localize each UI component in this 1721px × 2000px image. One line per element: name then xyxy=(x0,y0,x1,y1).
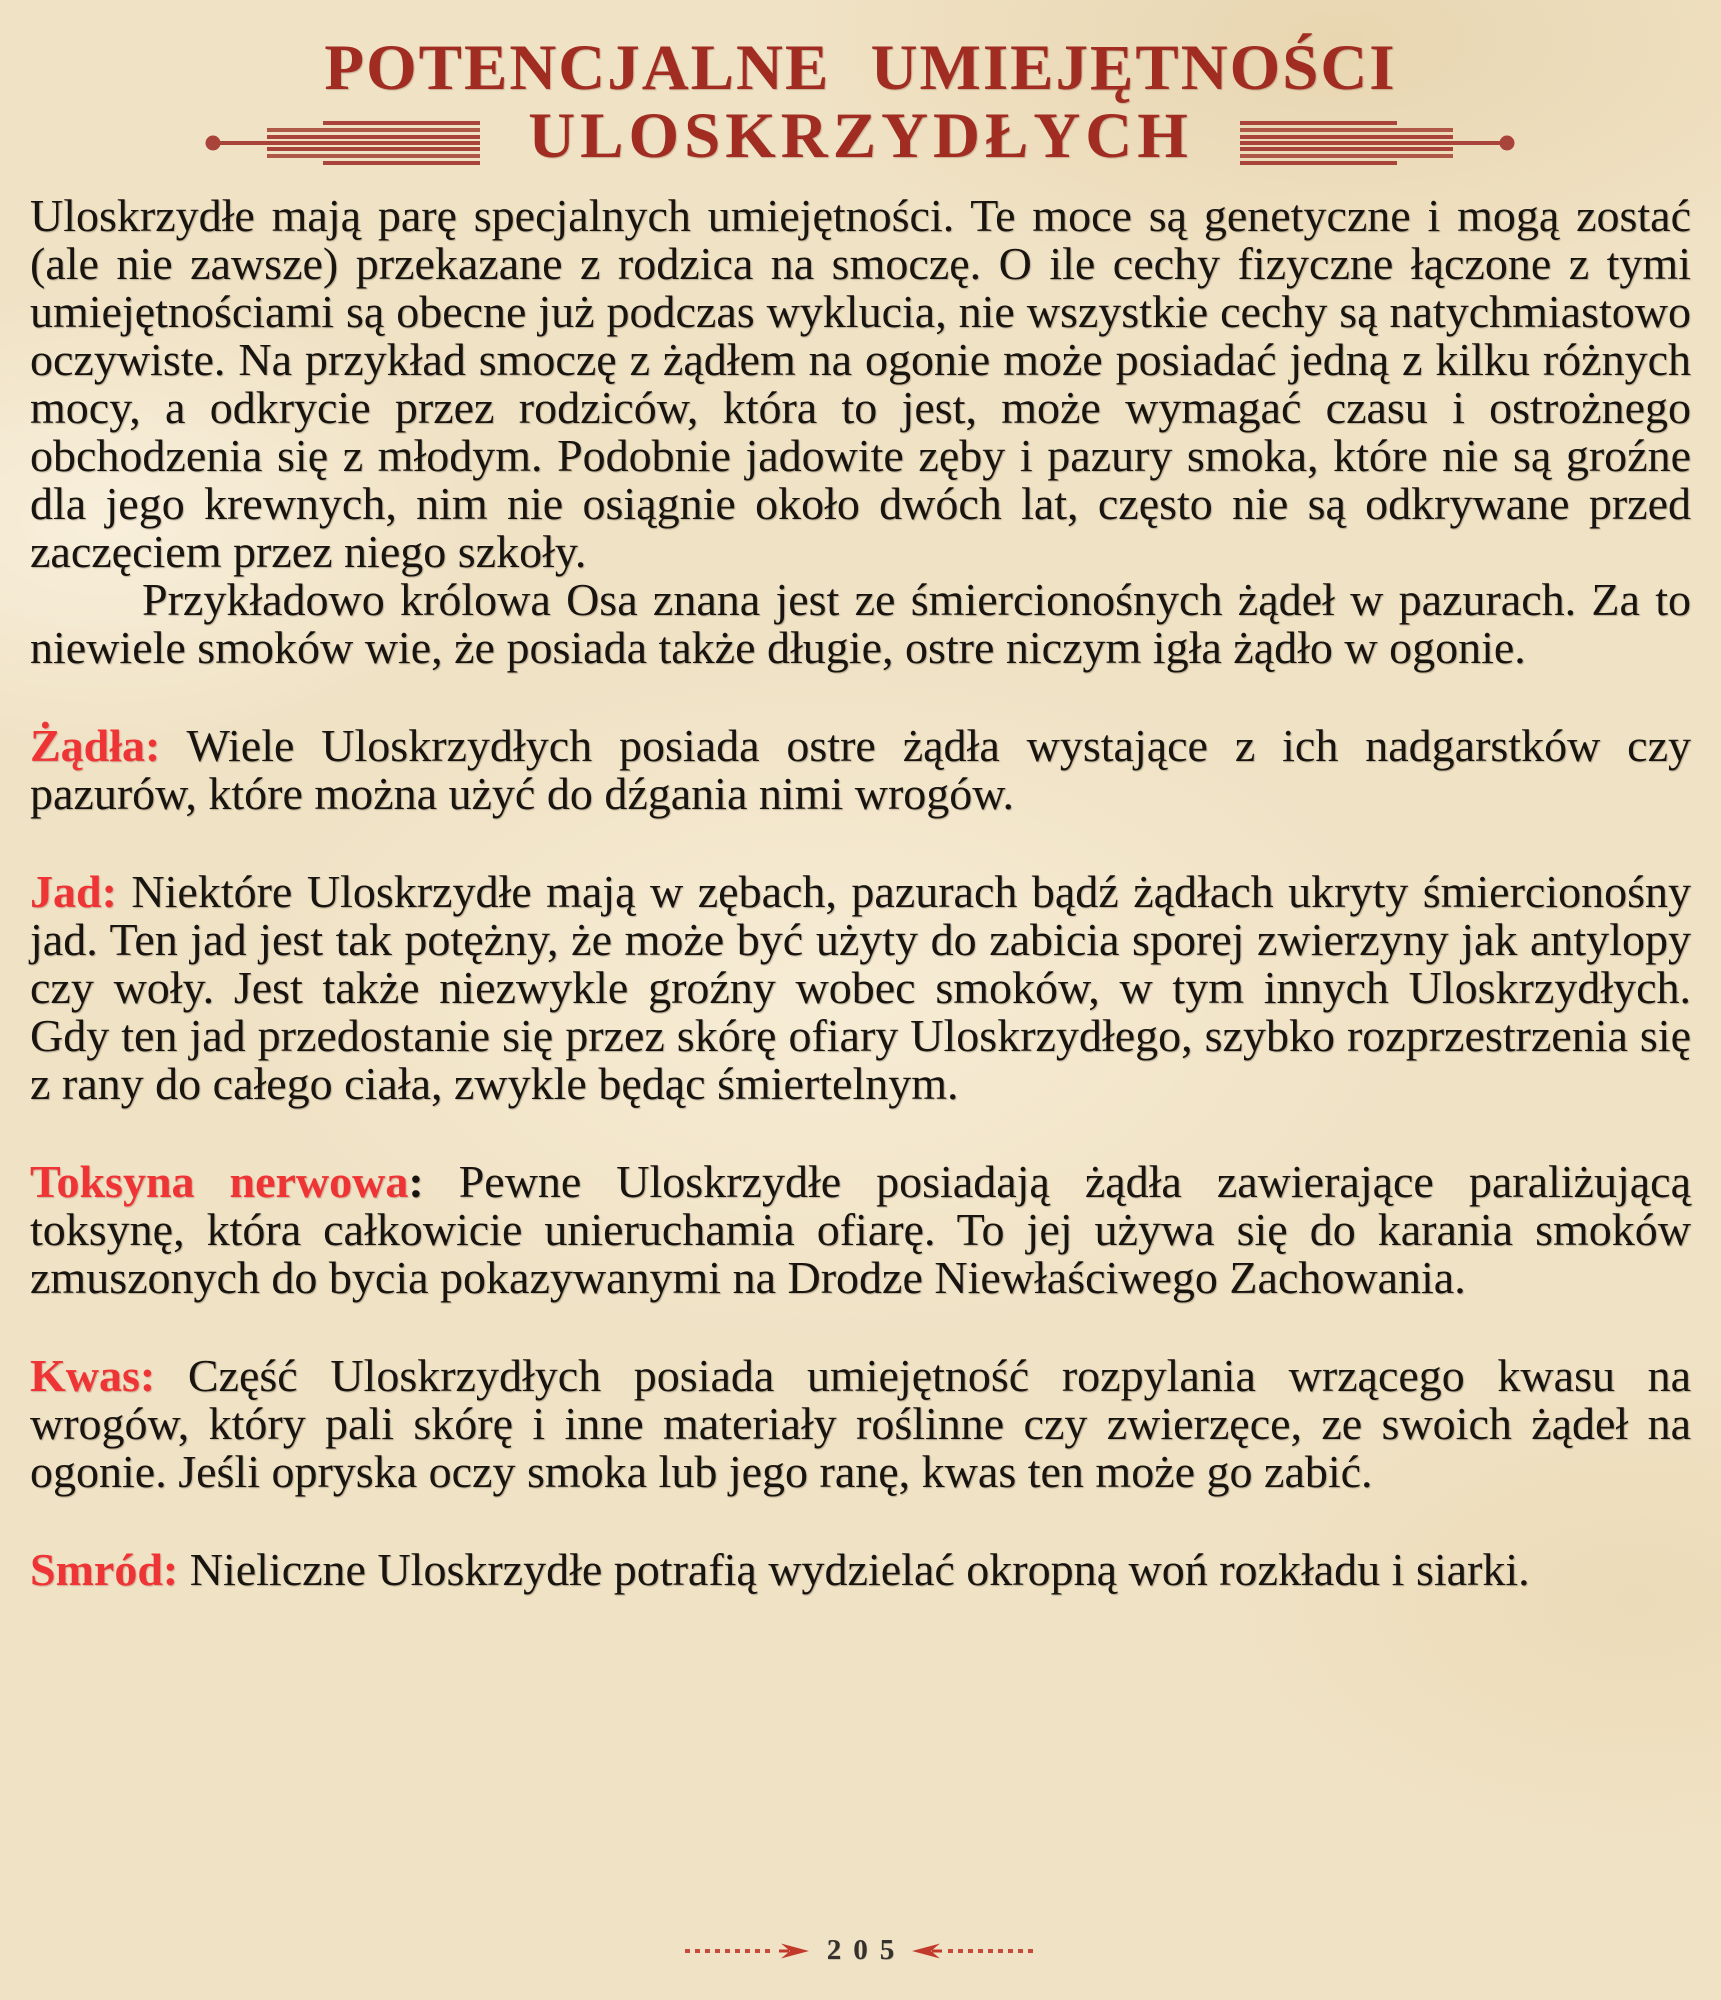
page-title-line-1: POTENCJALNE UMIEJĘTNOŚCI xyxy=(324,32,1397,104)
ability-text-venom: Niektóre Uloskrzydłe mają w zębach, pazurach bądź żądłach ukryty śmiercionośny jad. Ten jad jest tak potężny, że może być użyty do zabicia sporej zwierzyny jak antylopy czy woły. Jest także niezwykle groźny wobec smoków, w tym innych Uloskrzydłych. Gdy ten jad przedostanie się przez skórę ofiary Uloskrzydłego, szybko rozprzestrzenia się z rany do całego ciała, zwykle będąc śmiertelnym. xyxy=(30,866,1692,1109)
ability-paragraph-acid xyxy=(30,1352,1691,1496)
intro-paragraph xyxy=(30,192,1691,576)
page-footer xyxy=(0,1934,1721,1967)
page-content xyxy=(0,192,1721,1594)
arrow-left-icon xyxy=(912,1942,942,1960)
ability-lead-acid: Kwas: xyxy=(30,1350,156,1401)
ability-lead-venom: Jad: xyxy=(30,866,117,917)
footer-divider-right xyxy=(948,1949,1036,1953)
ability-paragraph-stings xyxy=(30,722,1691,818)
ability-lead-colon: : xyxy=(408,1156,424,1207)
intro-paragraph-text: Uloskrzydłe mają parę specjalnych umiejętności. Te moce są genetyczne i mogą zostać (ale nie zawsze) przekazane z rodzica na smoczę. O ile cechy fizyczne łączone z tymi umiejętnościami są obecne już podczas wyklucia, nie wszystkie cechy są natychmiastowo oczywiste. Na przykład smoczę z żądłem na ogonie może posiadać jedną z kilku różnych mocy, a odkrycie przez rodziców, która to jest, może wymagać czasu i ostrożnego obchodzenia się z młodym. Podobnie jadowite zęby i pazury smoka, które nie są groźne dla jego krewnych, nim nie osiągnie około dwóch lat, często nie są odkrywane przed zaczęciem przez niego szkoły. xyxy=(30,190,1691,577)
ability-text-stench: Nieliczne Uloskrzydłe potrafią wydzielać okropną woń rozkładu i siarki. xyxy=(189,1544,1530,1595)
example-paragraph-text: Przykładowo królowa Osa znana jest ze śmiercionośnych żądeł w pazurach. Za to niewiele smoków wie, że posiada także długie, ostre niczym igła żądło w ogonie. xyxy=(30,574,1691,673)
ability-paragraph-venom xyxy=(30,868,1691,1108)
page-title-line-2: ULOSKRZYDŁYCH xyxy=(528,100,1193,172)
title-ornament-right-icon xyxy=(1235,113,1515,173)
ability-text-acid: Część Uloskrzydłych posiada umiejętność rozpylania wrzącego kwasu na wrogów, który pali skórę i inne materiały roślinne czy zwierzęce, ze swoich żądeł na ogonie. Jeśli opryska oczy smoka lub jego ranę, kwas ten może go zabić. xyxy=(30,1350,1692,1497)
ability-text-stings: Wiele Uloskrzydłych posiada ostre żądła wystające z ich nadgarstków czy pazurów, które można użyć do dźgania nimi wrogów. xyxy=(30,720,1692,819)
ability-lead-stings: Żądła: xyxy=(30,720,161,771)
arrow-right-icon xyxy=(779,1942,809,1960)
example-paragraph xyxy=(30,576,1691,672)
ability-paragraph-nerve-toxin xyxy=(30,1158,1691,1302)
page-header xyxy=(0,0,1721,170)
footer-divider-left xyxy=(685,1949,773,1953)
ability-lead-stench: Smród: xyxy=(30,1544,179,1595)
title-ornament-left-icon xyxy=(205,113,485,173)
page-number: 205 xyxy=(826,1934,907,1966)
ability-text-nerve-toxin: Pewne Uloskrzydłe posiadają żądła zawierające paraliżującą toksynę, która całkowicie unieruchamia ofiarę. To jej używa się do karania smoków zmuszonych do bycia pokazywanymi na Drodze Niewłaściwego Zachowania. xyxy=(30,1156,1691,1303)
ability-paragraph-stench xyxy=(30,1546,1691,1594)
ability-lead-nerve-toxin: Toksyna nerwowa xyxy=(30,1156,409,1207)
